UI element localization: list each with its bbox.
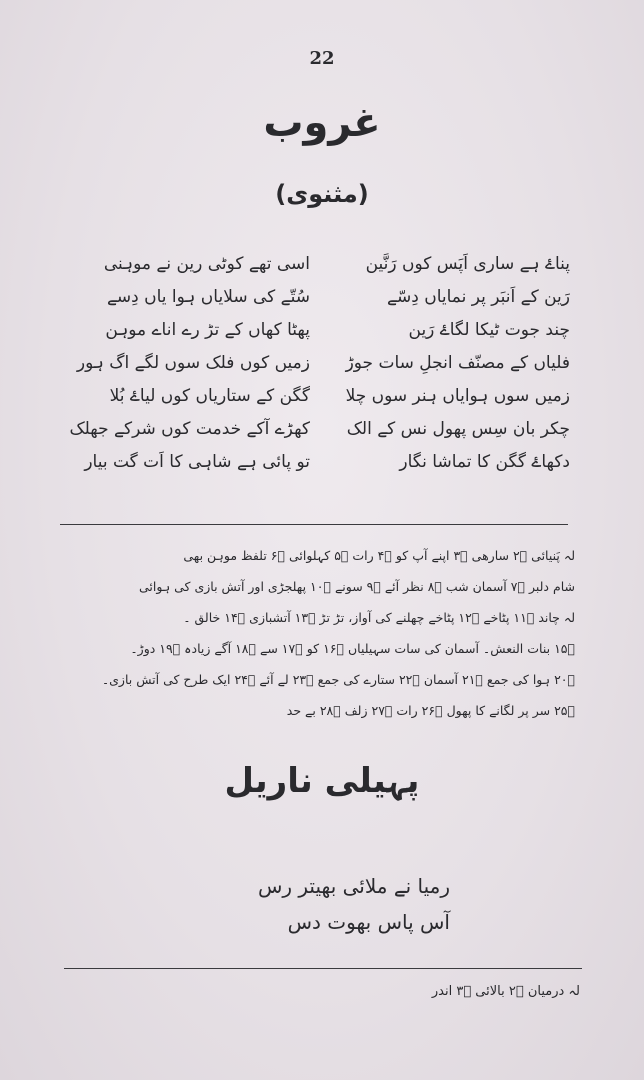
poem-subtitle: (مثنوی) — [275, 180, 369, 208]
poem-verse: زمیں سوں ہوایاں ہنر سوں چلا — [345, 386, 570, 406]
riddle-verses — [210, 868, 450, 940]
poem-right-column — [320, 248, 570, 479]
poem-verse: اسی تھے کوٹی رین نے موہنی — [103, 254, 310, 274]
page-number: 22 — [309, 48, 335, 69]
poem-verse: دکھاۓ گگن کا تماشا نگار — [399, 452, 570, 472]
footnotes — [60, 540, 575, 726]
poem-verse: کھڑے آکے خدمت کوں شرکے جھلک — [69, 419, 310, 439]
riddle-title: پہیلی ناریل — [224, 761, 420, 801]
footnote-line: ۱۵ؔ بنات النعش۔ آسمان کی سات سہیلیاں ۱۶ؔ کو ۱۷ؔ سے ۱۸ؔ آگے زیادہ ۱۹ؔ دوڑ۔ — [130, 641, 575, 656]
riddle-verse: آس پاس بھوت دس — [287, 910, 450, 934]
poem-verse: زمیں کوں فلک سوں لگے اگ ہور — [76, 353, 310, 373]
poem-verse: رَین کے اَنبَر پر نمایاں دِسّے — [387, 287, 570, 307]
footnote-divider — [60, 524, 568, 525]
poem-verse: چند جوت ٹیکا لگاۓ رَین — [408, 320, 570, 340]
footnote-line: لہ پَنیائی ۲ؔ سارھی ۳ؔ اپنے آپ کو ۴ؔ رات ۵ؔ کہلوائی ۶ؔ تلفظ موہن بھی — [183, 548, 575, 563]
poem-verse: فلیاں کے مصنّف انجلِ سات جوڑ — [345, 353, 570, 373]
poem-verse: پھٹا کھاں کے تڑ رے اناے موہن — [105, 320, 310, 340]
footnote-line: ۲۵ؔ سر پر لگانے کا پھول ۲۶ؔ رات ۲۷ؔ زلف ۲۸ؔ بے حد — [286, 703, 575, 718]
poem-verse: پناۓ ہے ساری اَپَس کوں رَنَّین — [365, 254, 570, 274]
footnote-line: لہ چاند ۱۱ؔ پٹاخے ۱۲ؔ پٹاخے چھلنے کی آواز، تڑ تڑ ۱۳ؔ آتشبازی ۱۴ؔ خالق ۔ — [183, 610, 575, 625]
bottom-footnote: لہ درمیان ۲ؔ بالائی ۳ؔ اندر — [431, 984, 580, 999]
poem-verse: چکر بان سِس پھول نس کے الک — [346, 419, 570, 439]
poem-verse: گگن کے ستاریاں کوں لیاۓ بُلا — [109, 386, 310, 406]
riddle-verse: رمیا نے ملائی بھیتر رس — [257, 874, 450, 898]
poem-verse: سُتّے کی سلایاں ہوا یاں دِسے — [106, 287, 310, 307]
poem-verse: تو پائی ہے شاہی کا اَت گت بیار — [84, 452, 310, 472]
footnote-line: شام دلبر ۷ؔ آسمان شب ۸ؔ نظر آئے ۹ؔ سونے ۱۰ؔ پھلجڑی اور آتش بازی کی ہوائی — [138, 579, 575, 594]
poem-left-column — [60, 248, 310, 479]
poem-title: غروب — [263, 100, 381, 146]
footnote-line: ۲۰ؔ ہوا کی جمع ۲۱ؔ آسمان ۲۲ؔ ستارے کی جمع ۲۳ؔ لے آئے ۲۴ؔ ایک طرح کی آتش بازی۔ — [101, 672, 575, 687]
bottom-footnote-divider — [64, 968, 582, 969]
